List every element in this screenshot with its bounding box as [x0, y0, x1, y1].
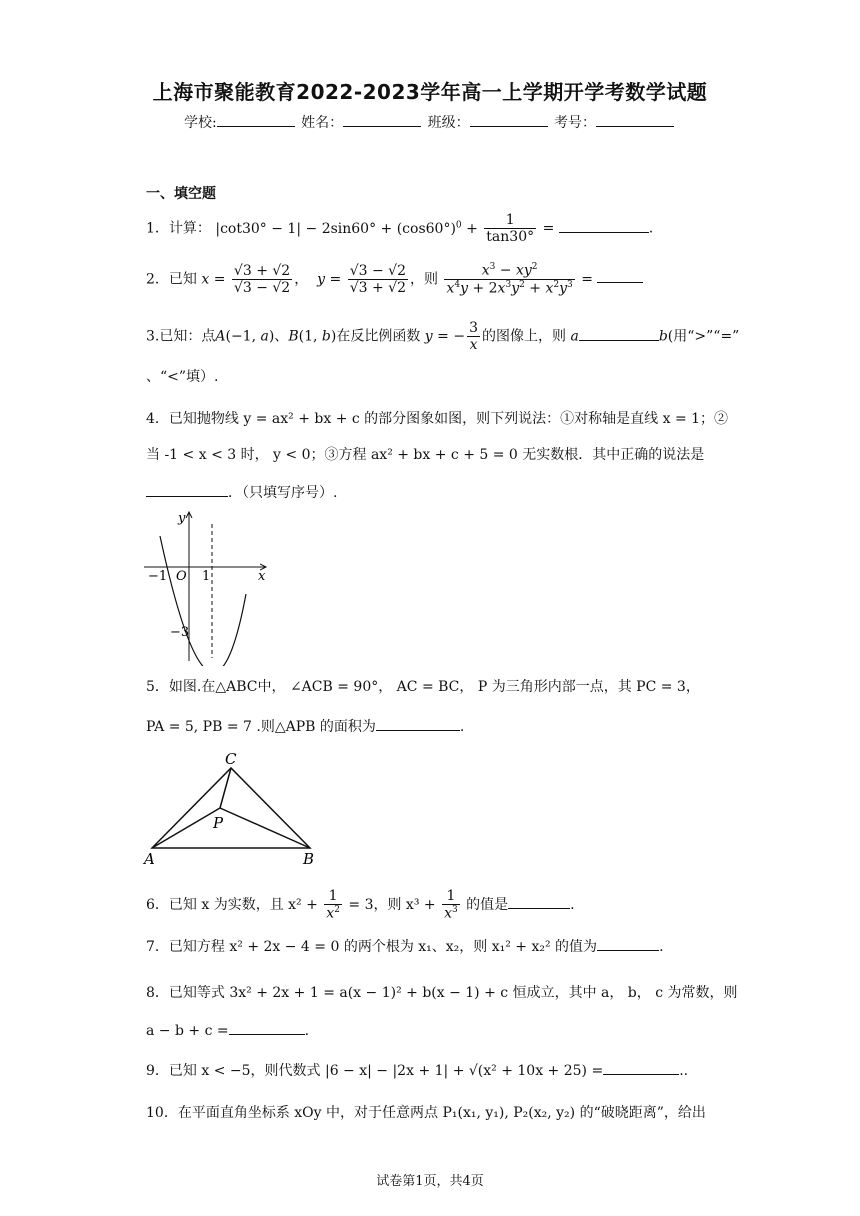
- school-blank: [217, 113, 295, 127]
- neg3-label: −3: [170, 625, 190, 640]
- class-label: 班级：: [427, 115, 470, 131]
- question-5-line2: PA = 5, PB = 7 .则△APB 的面积为 .: [146, 719, 465, 735]
- neg1-label: −1: [148, 569, 168, 584]
- parabola-figure: [140, 506, 280, 666]
- q4-answer-blank: [146, 484, 228, 497]
- vertex-c-label: C: [225, 750, 237, 768]
- question-4-line1: 4．已知抛物线 y = ax² + bx + c 的部分图象如图，则下列说法：①对称轴是直线 x = 1；②: [146, 411, 729, 427]
- segment-pb: [220, 808, 310, 848]
- student-info-line: [0, 112, 860, 132]
- question-5-line1: 5．如图.在△ABC中， ∠ACB = 90°， AC = BC， P 为三角形内部一点，其 PC = 3，: [146, 679, 700, 695]
- q6-fraction-1: $\frac{1}{x^2}$: [326, 888, 340, 922]
- point-p-label: P: [213, 814, 224, 832]
- q3-fraction: $\frac{3}{x}$: [469, 320, 478, 354]
- q2-y-fraction: $\frac{√3 - √2}{√3 + √2}$: [349, 262, 406, 296]
- question-4-line3: ．（只填写序号）.: [146, 482, 337, 502]
- q2-target-fraction: $\frac{x^3 - xy^2}{x^4y + 2x^3y^2 + x^2y^3}$: [446, 262, 573, 297]
- page-footer: 试卷第1页，共4页: [376, 1174, 484, 1189]
- question-8-line2: a − b + c = .: [146, 1023, 310, 1039]
- triangle-figure: [140, 746, 330, 868]
- question-4-line2: 当 -1 < x < 3 时， y < 0；③方程 ax² + bx + c + 5 = 0 无实数根．其中正确的说法是: [146, 447, 705, 463]
- q3-answer-blank: [579, 328, 659, 341]
- question-9: 9．已知 x < −5，则代数式 |6 − x| − |2x + 1| + √(x² + 10x + 25) = ..: [146, 1063, 689, 1079]
- q1-prefix: 1．计算：: [146, 220, 211, 237]
- q2-x-fraction: $\frac{√3 + √2}{√3 - √2}$: [233, 262, 291, 296]
- q1-fraction: $\frac{1}{\tan 30^\circ}$: [486, 212, 535, 246]
- question-2: 2．已知 x = $\frac{√3 + √2}{√3 - √2}$ ， y = $\frac{√3 - √2}{√3 + √2}$ ，则 $\frac{x^3 - xy^2}{x^4y + 2x^3y^2 + x^2y^3}$ =: [146, 262, 643, 297]
- q5-answer-blank: [376, 718, 460, 731]
- question-10: 10．在平面直角坐标系 xOy 中，对于任意两点 P₁(x₁, y₁), P₂(x₂, y₂) 的“破晓距离”，给出: [146, 1105, 706, 1121]
- question-3: 3.已知：点A(−1, a)、B(1, b)在反比例函数 y = − $\frac{3}{x}$ 的图像上，则 a b(用“>”“=”: [146, 320, 740, 354]
- question-7: 7．已知方程 x² + 2x − 4 = 0 的两个根为 x₁、x₂，则 x₁² + x₂² 的值为 .: [146, 939, 664, 955]
- one-label: 1: [202, 569, 211, 584]
- question-1: 1．计算： $|\cot 30^\circ - 1| - 2\sin 60^\circ + (\cos 60^\circ)^0$ + $\frac{1}{\tan 30^\circ}$ = .: [146, 212, 654, 246]
- question-6: 6．已知 x 为实数，且 x² + $\frac{1}{x^2}$ = 3，则 x³ + $\frac{1}{x^3}$ 的值是 .: [146, 888, 575, 922]
- q8-answer-blank: [229, 1022, 305, 1035]
- vertex-a-label: A: [144, 850, 155, 868]
- question-8-line1: 8．已知等式 3x² + 2x + 1 = a(x − 1)² + b(x − 1) + c 恒成立，其中 a， b， c 为常数，则: [146, 985, 738, 1001]
- x-label: x: [258, 569, 266, 584]
- school-label: 学校:: [183, 115, 217, 131]
- q2-prefix: 2．已知: [146, 271, 197, 288]
- name-label: 姓名：: [301, 115, 344, 131]
- vertex-b-label: B: [303, 850, 315, 868]
- parabola-curve: [160, 536, 246, 666]
- q1-expression: $|\cot 30^\circ - 1| - 2\sin 60^\circ + (\cos 60^\circ)^0$ +: [215, 219, 478, 237]
- triangle-abc: [152, 768, 310, 848]
- q7-answer-blank: [597, 938, 659, 951]
- page-title: 上海市聚能教育2022-2023学年高一上学期开学考数学试题: [152, 80, 708, 104]
- class-blank: [470, 113, 548, 127]
- q1-answer-blank: [559, 220, 649, 233]
- number-blank: [596, 113, 674, 127]
- origin-label: O: [176, 569, 187, 584]
- section-heading: 一、填空题: [146, 186, 216, 202]
- q9-answer-blank: [603, 1062, 679, 1075]
- question-3-cont: 、“<”填）.: [146, 369, 219, 385]
- name-blank: [343, 113, 421, 127]
- q6-fraction-2: $\frac{1}{x^3}$: [444, 888, 458, 922]
- q2-answer-blank: [597, 270, 643, 283]
- y-label: y: [178, 511, 186, 526]
- q6-answer-blank: [508, 896, 570, 909]
- number-label: 考号：: [554, 115, 597, 131]
